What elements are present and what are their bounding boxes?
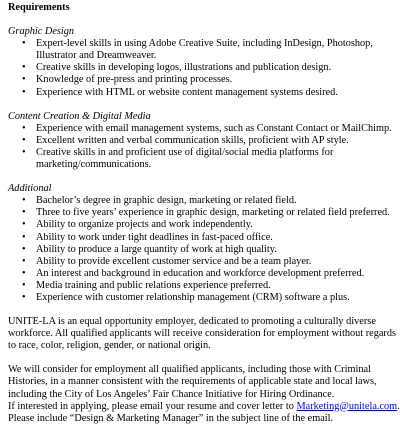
list-item: • Ability to organize projects and work independently.	[8, 219, 400, 231]
list-item: • Experience with HTML or website content management systems desired.	[8, 87, 400, 99]
apply-instructions	[8, 401, 400, 413]
section-title: Additional	[8, 183, 52, 195]
list-item: • Experience with customer relationship management (CRM) software a plus.	[8, 292, 400, 304]
apply-prefix-text: If interested in applying, please email your resume and cover letter to	[8, 400, 297, 412]
list-item: • Experience with email management systems, such as Constant Contact or MailChimp.	[8, 123, 400, 135]
list-item: • Ability to produce a large quantity of work at high quality.	[8, 244, 400, 256]
email-link[interactable]: Marketing@unitela.com	[296, 400, 398, 412]
list-item: • Excellent written and verbal communication skills, proficient with AP style.	[8, 135, 400, 147]
list-item: • Creative skills in developing logos, illustrations and publication design.	[8, 62, 400, 74]
eeo-paragraph: UNITE-LA is an equal opportunity employer, dedicated to promoting a culturally diverse workforce. All qualified applicants will receive consideration for employment without regards to race, color, religion, gender, or national origin.	[8, 316, 397, 352]
list-item: • Bachelor’s degree in graphic design, marketing or related field.	[8, 195, 400, 207]
section-title: Graphic Design	[8, 26, 75, 38]
list-item: • Media training and public relations experience preferred.	[8, 280, 400, 292]
criminal-history-text: We will consider for employment all qualified applicants, including those with Criminal Histories, in a manner consistent with the requirements of applicable state and local laws, including the City of Los Angeles’ Fair Chance Initiative for Hiring Ordinance.	[8, 364, 377, 400]
requirements-list	[8, 123, 400, 171]
list-item: • Ability to work under tight deadlines in fast-paced office.	[8, 232, 400, 244]
section-additional	[8, 183, 400, 304]
list-item: • Knowledge of pre-press and printing processes.	[8, 74, 400, 86]
closing-paragraph	[8, 364, 400, 424]
apply-suffix-text: .	[397, 400, 400, 412]
list-item: • Creative skills in and proficient use of digital/social media platforms for marketing/communications.	[8, 147, 400, 171]
requirements-list	[8, 38, 400, 98]
section-content-creation	[8, 111, 400, 171]
subject-line-text: Please include “Design & Marketing Manager” in the subject line of the email.	[8, 412, 334, 424]
list-item: • Three to five years’ experience in graphic design, marketing or related field preferred.	[8, 207, 400, 219]
requirements-heading: Requirements	[8, 2, 70, 13]
section-graphic-design	[8, 26, 400, 99]
requirements-list	[8, 195, 400, 304]
section-title: Content Creation & Digital Media	[8, 110, 151, 122]
list-item: • Ability to provide excellent customer service and be a team player.	[8, 256, 400, 268]
list-item: • An interest and background in education and workforce development preferred.	[8, 268, 400, 280]
list-item: • Expert-level skills in using Adobe Creative Suite, including InDesign, Photoshop, Illustrator and Dreamweaver.	[8, 38, 400, 62]
